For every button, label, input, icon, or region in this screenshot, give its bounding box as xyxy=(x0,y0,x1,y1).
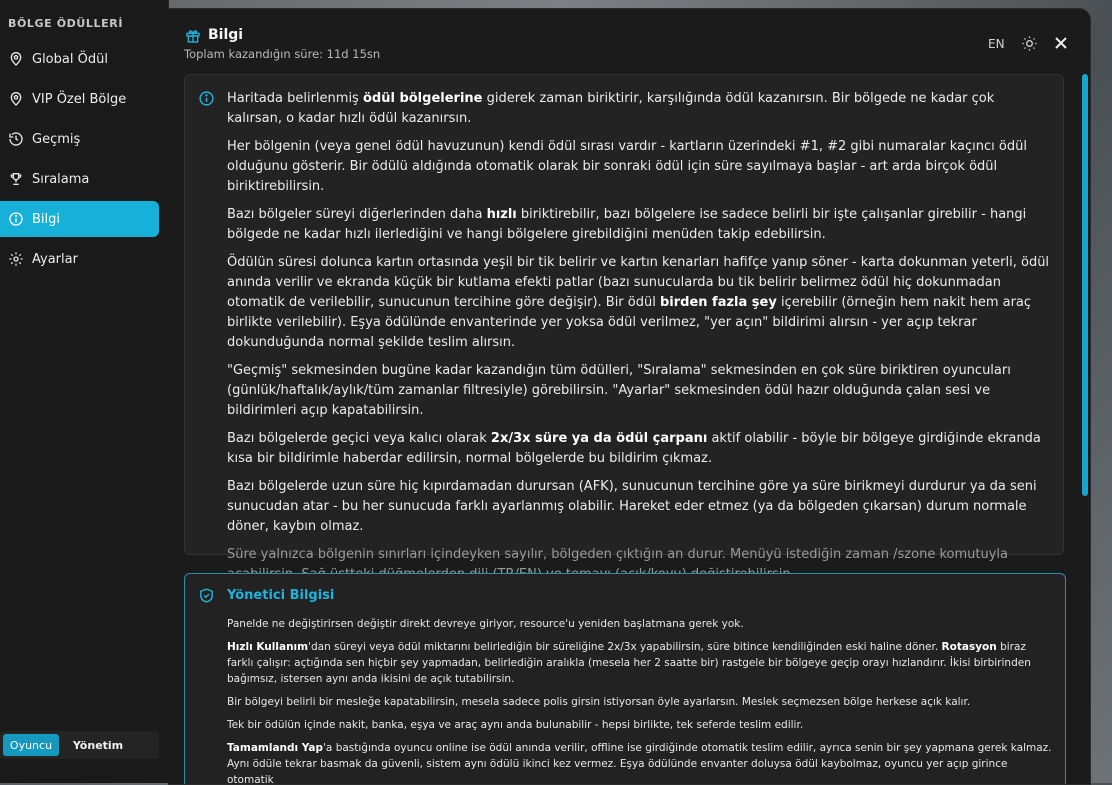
emphasis: Hızlı Kullanım xyxy=(227,641,309,653)
player-mode-button[interactable]: Oyuncu xyxy=(3,734,59,756)
map-pin-icon xyxy=(8,51,24,67)
admin-paragraph: Tek bir ödülün içinde nakit, banka, eşya ve araç aynı anda bulunabilir - hepsi birlikte, tek seferde teslim edilir. xyxy=(227,719,804,731)
text: 'dan süreyi veya ödül miktarını belirlediğin bir süreliğine 2x/3x yapabilirsin, süre bitince kendiliğinden eski haline döner. xyxy=(308,641,942,653)
sidebar xyxy=(0,0,169,783)
total-time-subtitle: Toplam kazandığın süre: 11d 15sn xyxy=(184,47,381,61)
text: biriktirebilir, bazı bölgelere ise sadece belirli bir işte çalışanlar girebilir - hangi bölgede ne kadar hızlı ilerlediğini ve hangi bölgelere girebildiğini menüden takip edebilirsin. xyxy=(227,207,1027,242)
sun-icon[interactable] xyxy=(1021,35,1038,52)
info-paragraph: "Geçmiş" sekmesinden bugüne kadar kazandığın tüm ödülleri, "Sıralama" sekmesinden en çok süre biriktiren oyuncuları (günlük/haftalık/aylık/tüm zamanlar filtresiyle) görebilirsin. "Ayarlar" sekmesinden ödül hazır olduğunda çalan sesi ve bildirimleri açıp kapatabilirsin. xyxy=(227,363,1011,418)
main-panel xyxy=(168,8,1091,785)
emphasis: Tamamlandı Yap xyxy=(227,742,324,754)
admin-paragraph xyxy=(227,740,1053,785)
sidebar-item-label: VIP Özel Bölge xyxy=(32,91,127,107)
sidebar-item-global-odul[interactable] xyxy=(0,41,159,77)
page-title: Bilgi xyxy=(208,27,244,43)
sidebar-item-ayarlar[interactable] xyxy=(0,241,159,277)
info-paragraph xyxy=(227,205,1053,245)
sidebar-item-label: Bilgi xyxy=(32,211,61,227)
sidebar-item-vip-ozel-bolge[interactable] xyxy=(0,81,159,117)
sidebar-item-label: Geçmiş xyxy=(32,131,81,147)
sidebar-item-label: Global Ödül xyxy=(32,51,108,67)
text: Ödülün süresi dolunca kartın ortasında yeşil bir tik belirir ve kartın kenarları hafifçe yanıp söner - karta dokunman yeterli, ödül anında verilir ve ekranda küçük bir kutlama efekti patlar (bazı sunucularda bu tik belirir belirmez ödül hiç dokunmadan otomatik de verilebilir, sunucunun tercihine göre değişir). Bir ödül xyxy=(227,255,1050,310)
map-pin-icon xyxy=(8,91,24,107)
text: biraz farklı çalışır: açtığında sen hiçbir şey yapmadan, belirlediğin aralıkla (mesela her 2 saatte bir) rastgele bir bölgeye geçip orayı hızlandırır. İkisi birbirinden bağımsız, istersen aynı anda ikisini de açık tutabilirsin. xyxy=(227,641,1031,685)
admin-info-title: Yönetici Bilgisi xyxy=(227,588,335,603)
emphasis: 2x/3x süre ya da ödül çarpanı xyxy=(490,431,708,446)
admin-paragraph: Panelde ne değiştirirsen değiştir direkt devreye giriyor, resource'u yeniden başlatmana gerek yok. xyxy=(227,618,744,630)
admin-info-text xyxy=(227,616,1053,785)
header xyxy=(168,9,1090,71)
text: Bazı bölgelerde geçici veya kalıcı olarak xyxy=(227,431,491,446)
text: Haritada belirlenmiş xyxy=(227,91,363,106)
emphasis: ödül bölgelerine xyxy=(362,91,483,106)
admin-info-card xyxy=(184,573,1066,785)
info-paragraph: Her bölgenin (veya genel ödül havuzunun) kendi ödül sırası vardır - kartların üzerindeki #1, #2 gibi numaralar kaçıncı ödül olduğunu gösterir. Bir ödülü aldığında otomatik olarak bir sonraki ödül için süre sayılmaya başlar - art arda birçok ödül biriktirebilirsin. xyxy=(227,139,1027,194)
info-paragraph xyxy=(227,89,1053,129)
mode-toggle xyxy=(0,731,159,759)
info-icon xyxy=(8,211,24,227)
sidebar-item-label: Ayarlar xyxy=(32,251,78,267)
admin-paragraph: Bir bölgeyi belirli bir mesleğe kapatabilirsin, mesela sadece polis girsin istiyorsan öyle ayarlarsın. Meslek seçmezsen bölge herkese açık kalır. xyxy=(227,696,971,708)
emphasis: Rotasyon xyxy=(941,641,997,653)
info-paragraph: Bazı bölgelerde uzun süre hiç kıpırdamadan durursan (AFK), sunucunun tercihine göre ya süre birikmeyi durdurur ya da seni sunucudan atar - bu her sunucuda farklı ayarlanmış olabilir. Hareket eder etmez (ya da bölgeden çıkarsan) durum normale döner, kaybın olmaz. xyxy=(227,479,1037,534)
close-icon[interactable] xyxy=(1054,36,1068,50)
info-card xyxy=(184,74,1064,562)
info-paragraph xyxy=(227,429,1053,469)
admin-mode-button[interactable]: Yönetim xyxy=(72,738,124,752)
trophy-icon xyxy=(8,171,24,187)
admin-paragraph xyxy=(227,639,1053,687)
gear-icon xyxy=(8,251,24,267)
info-paragraph xyxy=(227,253,1053,353)
scrollbar[interactable] xyxy=(1082,74,1088,496)
language-toggle-button[interactable]: EN xyxy=(988,37,1005,51)
info-text xyxy=(227,89,1053,593)
emphasis: birden fazla şey xyxy=(659,295,777,310)
history-icon xyxy=(8,131,24,147)
text: aktif olabilir - böyle bir bölgeye girdiğinde ekranda kısa bir bildirimle haberdar edilirsin, normal bölgelerde bu bildirim çıkmaz. xyxy=(227,431,1041,466)
sidebar-item-siralama[interactable] xyxy=(0,161,159,197)
sidebar-item-bilgi[interactable] xyxy=(0,201,159,237)
gift-icon xyxy=(185,28,201,44)
sidebar-item-label: Sıralama xyxy=(32,171,90,187)
text: Bazı bölgeler süreyi diğerlerinden daha xyxy=(227,207,487,222)
sidebar-title: BÖLGE ÖDÜLLERİ xyxy=(8,17,124,30)
info-footnote: Süre yalnızca bölgenin sınırları içindeyken sayılır, bölgeden çıktığın an durur. Menüyü istediğin zaman /szone komutuyla xyxy=(227,547,1008,562)
info-icon xyxy=(198,90,215,107)
text: giderek zaman biriktirir, karşılığında ödül kazanırsın. Bir bölgede ne kadar çok kalırsan, o kadar hızlı ödül kazanırsın. xyxy=(227,91,995,126)
text: içerebilir (örneğin hem nakit hem araç birlikte verilebilir). Eşya ödülünde envanterinde yer yoksa ödül verilmez, "yer açın" bildirimi alırsın - yer açıp tekrar dokunduğunda normal şekilde teslim alırsın. xyxy=(227,295,1032,350)
emphasis: hızlı xyxy=(486,207,517,222)
sidebar-item-gecmis[interactable] xyxy=(0,121,159,157)
shield-check-icon xyxy=(198,587,215,604)
text: 'a bastığında oyuncu online ise ödül anında verilir, offline ise girdiğinde otomatik teslim edilir, ayrıca senin bir şey yapmana gerek kalmaz. Aynı ödüle tekrar basmak da güvenli, sistem aynı ödülü ikinci kez vermez. Eşya ödülünde envanter doluysa ödül kaybolmaz, oyuncu yer açıp girince otomatik xyxy=(227,742,1052,785)
